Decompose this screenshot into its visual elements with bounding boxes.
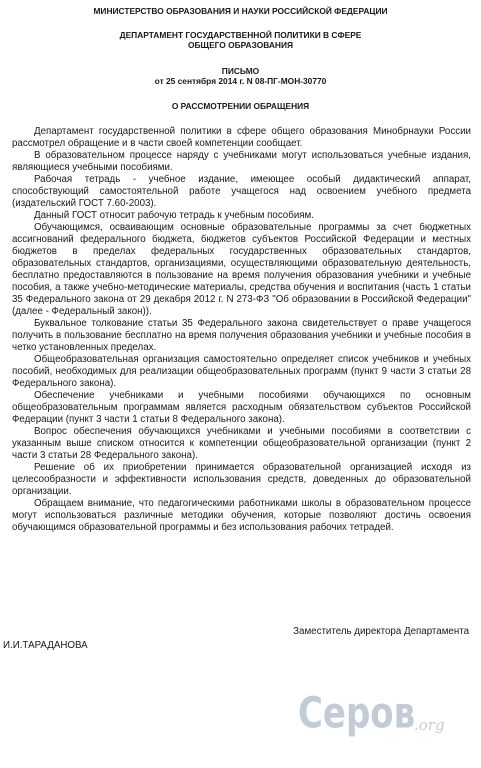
body-paragraph: Буквальное толкование статьи 35 Федерального закона свидетельствует о праве учащегося получить в пользование бесплатно на время получения образования учебники и учебные пособия в четко установленных пределах. — [12, 318, 471, 353]
department-heading-line2: ОБЩЕГО ОБРАЗОВАНИЯ — [188, 40, 293, 50]
signatory-name: И.И.ТАРАДАНОВА — [3, 640, 88, 651]
letter-label: ПИСЬМО — [221, 66, 260, 76]
body-paragraph: Данный ГОСТ относит рабочую тетрадь к учебным пособиям. — [34, 210, 314, 221]
body-paragraph: В образовательном процессе наряду с учебниками могут использоваться учебные издания, являющиеся учебными пособиями. — [12, 150, 471, 173]
letter-subject: О РАССМОТРЕНИИ ОБРАЩЕНИЯ — [171, 101, 310, 111]
department-heading — [20, 30, 461, 50]
body-paragraph: Вопрос обеспечения обучающихся учебниками и учебными пособиями в соответствии с указанным выше списком относится к компетенции общеобразовательной организации (пункт 2 части 3 статьи 28 Федерального закона). — [12, 426, 471, 461]
letter-heading — [20, 66, 461, 86]
watermark-logo — [294, 690, 459, 742]
department-heading-line1: ДЕПАРТАМЕНТ ГОСУДАРСТВЕННОЙ ПОЛИТИКИ В СФЕРЕ — [119, 30, 362, 40]
body-paragraph: Обращаем внимание, что педагогическими работниками школы в образовательном процессе могут использоваться различные методики обучения, которые позволяют достичь освоения обучающимся образовательной программы и без использования рабочих тетрадей. — [12, 498, 471, 533]
watermark-suffix-text: .org — [414, 716, 445, 734]
body-paragraph: Общеобразовательная организация самостоятельно определяет список учебников и учебных пособий, необходимых для реализации общеобразовательных программ (пункт 9 части 3 статьи 28 Федерального закона). — [12, 354, 471, 389]
letter-reference: от 25 сентября 2014 г. N 08-ПГ-МОН-30770 — [154, 76, 327, 86]
body-paragraph: Решение об их приобретении принимается образовательной организацией исходя из целесообразности и эффективности использования средств, доведенных до образовательной организации. — [12, 462, 471, 497]
body-paragraph: Обеспечение учебниками и учебными пособиями обучающихся по основным общеобразовательным программам является расходным обязательством субъектов Российской Федерации (пункт 3 части 1 статьи 8 Федерального закона). — [12, 390, 471, 425]
body-paragraph: Департамент государственной политики в сфере общего образования Минобрнауки России рассмотрел обращение и в части своей компетенции сообщает. — [12, 126, 471, 149]
body-paragraph: Рабочая тетрадь - учебное издание, имеющее особый дидактический аппарат, способствующий самостоятельной работе учащегося над освоением учебного предмета (издательский ГОСТ 7.60-2003). — [12, 174, 471, 209]
signatory-title: Заместитель директора Департамента — [293, 626, 469, 637]
watermark-main-text: Серов — [298, 690, 416, 739]
ministry-heading: МИНИСТЕРСТВО ОБРАЗОВАНИЯ И НАУКИ РОССИЙСКОЙ ФЕДЕРАЦИИ — [93, 6, 388, 16]
body-paragraph: Обучающимся, осваивающим основные образовательные программы за счет бюджетных ассигнований федерального бюджета, бюджетов субъектов Российской Федерации и местных бюджетов в пределах федеральных государственных образовательных стандартов, образовательных стандартов, организациями, осуществляющими образовательную деятельность, бесплатно предоставляются в пользование на время получения образования учебники и учебные пособия, а также учебно-методические материалы, средства обучения и воспитания (часть 1 статьи 35 Федерального закона от 29 декабря 2012 г. N 273-ФЗ "Об образовании в Российской Федерации" (далее - Федеральный закон)). — [12, 222, 471, 317]
letter-body — [12, 126, 471, 534]
